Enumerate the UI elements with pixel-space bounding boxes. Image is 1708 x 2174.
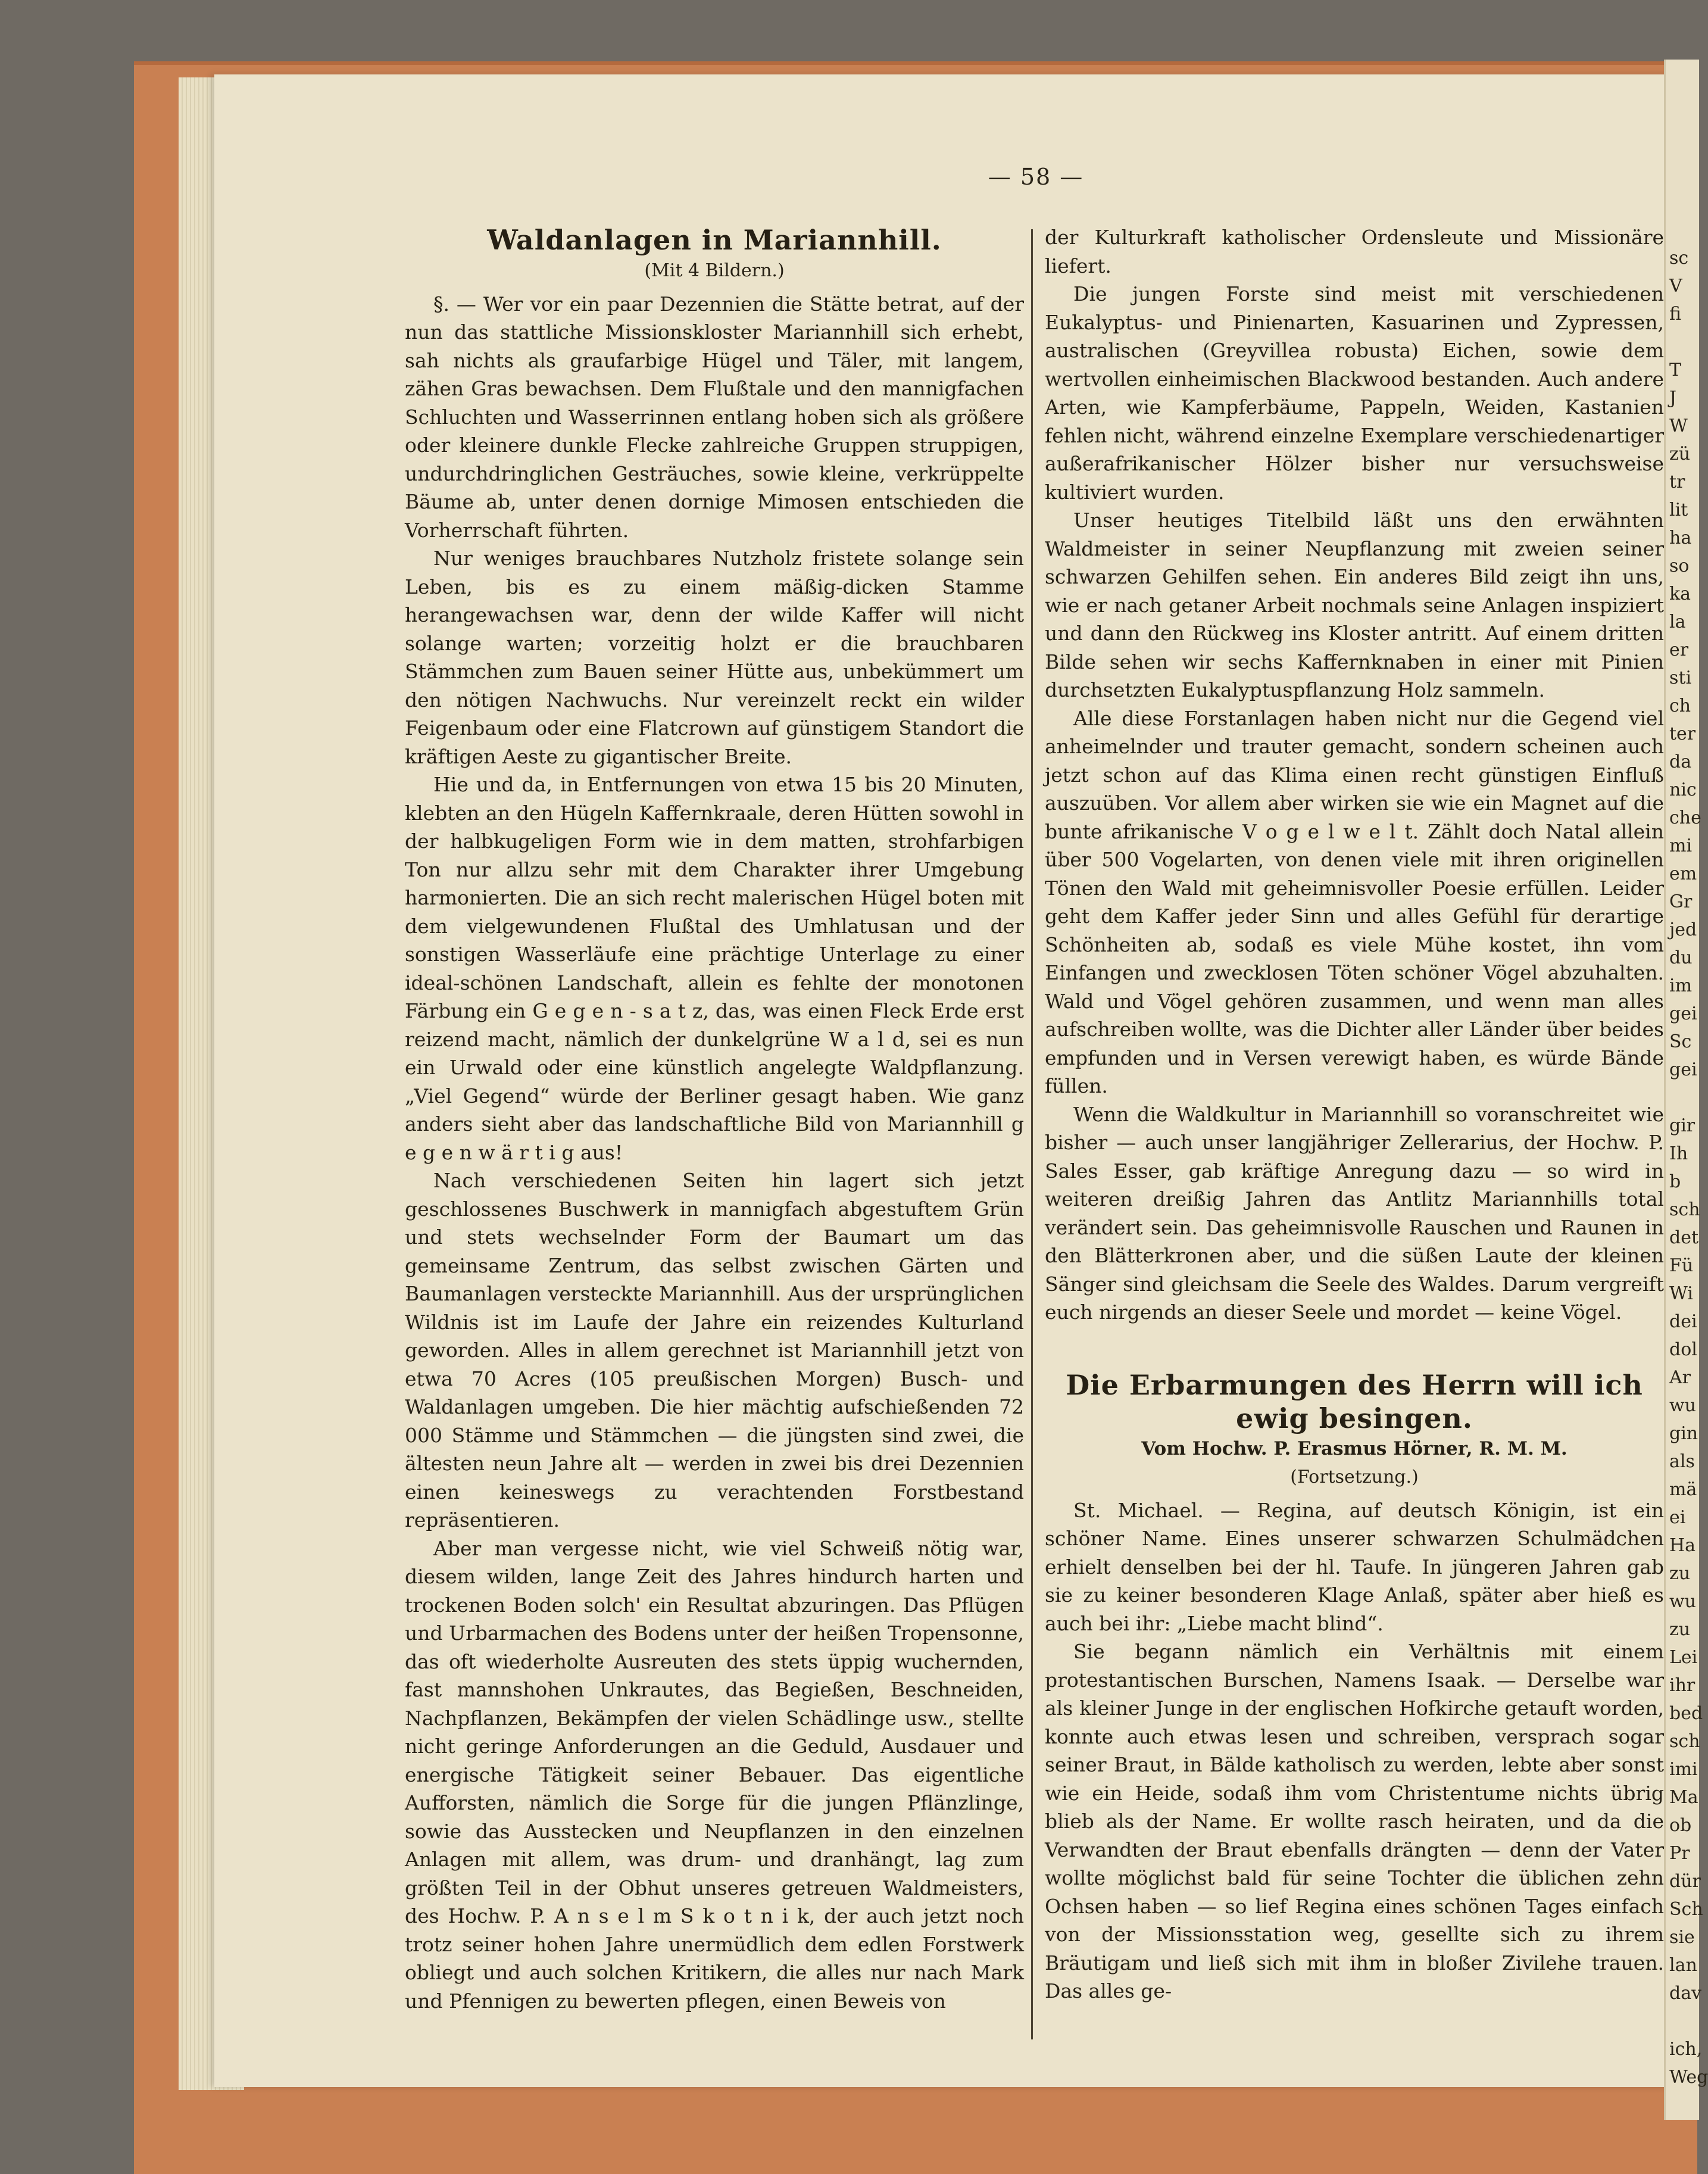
next-page-fragment: che bbox=[1669, 807, 1701, 828]
next-page-fragment: W bbox=[1669, 416, 1688, 436]
next-page-fragment: Ar bbox=[1669, 1367, 1691, 1388]
next-page-fragment: gei bbox=[1669, 1059, 1697, 1080]
next-page-fragment: ch bbox=[1669, 695, 1691, 716]
next-page-fragment: ka bbox=[1669, 584, 1691, 604]
article-title: Waldanlagen in Mariannhill. bbox=[487, 224, 942, 256]
next-page-fragment bbox=[1666, 1084, 1699, 1112]
next-page-fragment: ter bbox=[1669, 723, 1696, 744]
paragraph: St. Michael. — Regina, auf deutsch Königin, ist ein schöner Name. Eines unserer schwarzen Schulmädchen erhielt denselben bei der hl. Taufe. In jüngeren Jahren gab sie zu keiner besonderen Klage Anlaß, später aber hieß es auch bei ihr: „Liebe macht blind“. bbox=[1045, 1498, 1664, 1635]
next-page-fragment: gin bbox=[1669, 1423, 1698, 1444]
next-page-fragment bbox=[1666, 328, 1699, 356]
next-page-fragment: b bbox=[1669, 1171, 1681, 1192]
next-page-fragment: la bbox=[1669, 612, 1686, 632]
next-page-fragment: tr bbox=[1669, 472, 1685, 492]
next-page-fragment: dei bbox=[1669, 1311, 1697, 1332]
next-page-fragment: wu bbox=[1669, 1591, 1696, 1612]
article-title: Die Erbarmungen des Herrn will ich ewig besingen. bbox=[1066, 1368, 1643, 1434]
paragraph: Hie und da, in Entfernungen von etwa 15 bis 20 Minuten, klebten an den Hügeln Kaffernkraale, deren Hütten sowohl in der halbkugeligen Form wie in dem matten, strohfarbigen Ton nur allzu sehr mit dem Charakter ihrer Umgebung harmonierten. Die an sich recht malerischen Hügel boten mit dem vielgewundenen Flußtal des Umhlatusan und der sonstigen Wasserläufe eine prächtige Unterlage zu einer ideal-schönen Landschaft, allein es fehlte der monotonen Färbung ein G e g e n - s a t z, das, was einen Fleck Erde erst reizend macht, nämlich der dunkelgrüne W a l d, sei es nun ein Urwald oder eine künstlich angelegte Waldpflanzung. „Viel Gegend“ würde der Berliner gesagt haben. Wie ganz anders sieht aber das landschaftliche Bild von Mariannhill g e g e n w ä r t i g aus! bbox=[405, 773, 1024, 1164]
next-page-fragment: em bbox=[1669, 863, 1697, 884]
section-gap bbox=[1045, 1327, 1664, 1368]
next-page-fragment: V bbox=[1669, 276, 1682, 297]
next-page-fragment: sch bbox=[1669, 1731, 1700, 1752]
next-page-fragment: Lei bbox=[1669, 1647, 1698, 1668]
column-right bbox=[1045, 223, 1664, 2005]
next-page-fragment: Ma bbox=[1669, 1787, 1698, 1808]
next-page-edge bbox=[1664, 60, 1708, 2120]
next-page-fragment: Weg bbox=[1669, 2067, 1708, 2088]
next-page-fragment: du bbox=[1669, 947, 1693, 968]
continuation-note: (Fortsetzung.) bbox=[1290, 1467, 1419, 1487]
column-left bbox=[405, 223, 1024, 2015]
next-page-fragment: Sch bbox=[1669, 1899, 1703, 1920]
next-page-fragment: da bbox=[1669, 751, 1692, 772]
next-page-fragment: Ih bbox=[1669, 1143, 1688, 1164]
next-page-fragment: Wi bbox=[1669, 1283, 1693, 1304]
next-page-fragment: Ha bbox=[1669, 1535, 1696, 1556]
next-page-fragment: gir bbox=[1669, 1115, 1695, 1136]
next-page-fragment: sch bbox=[1669, 1199, 1700, 1220]
next-page-fragment: sti bbox=[1669, 668, 1692, 688]
paragraph: Nur weniges brauchbares Nutzholz fristete solange sein Leben, bis es zu einem mäßig-dicken Stamme herangewachsen war, denn der wilde Kaffer will nicht solange warten; vorzeitig holzt er die brauchbaren Stämmchen zum Bauen seiner Hütte aus, unbekümmert um den nötigen Nachwuchs. Nur vereinzelt reckt ein wilder Feigenbaum oder eine Flatcrown auf günstigem Standort die kräftigen Aeste zu gigantischer Breite. bbox=[405, 547, 1024, 768]
next-page-fragment: Gr bbox=[1669, 891, 1693, 912]
next-page-fragment: lan bbox=[1669, 1955, 1697, 1976]
next-page-fragment bbox=[1666, 2007, 1699, 2035]
next-page-fragment: fi bbox=[1669, 304, 1682, 325]
next-page-fragment: im bbox=[1669, 975, 1693, 996]
next-page-fragment: sie bbox=[1669, 1927, 1695, 1948]
next-page-fragment: als bbox=[1669, 1451, 1695, 1472]
next-page-fragment: Fü bbox=[1669, 1255, 1694, 1276]
next-page-fragment: ob bbox=[1669, 1815, 1692, 1836]
next-page-fragment: ei bbox=[1669, 1507, 1686, 1528]
paragraph: Aber man vergesse nicht, wie viel Schweiß nötig war, diesem wilden, lange Zeit des Jahres hindurch harten und trockenen Boden solch' ein Resultat abzuringen. Das Pflügen und Urbarmachen des Bodens unter der heißen Tropensonne, das oft wiederholte Ausreuten des stets üppig wuchernden, fast mannshohen Unkrautes, das Begießen, Beschneiden, Nachpflanzen, Bekämpfen der vielen Schädlinge usw., stellte nicht geringe Anforderungen an die Geduld, Ausdauer und energische Tätigkeit seiner Bebauer. Das eigentliche Aufforsten, nämlich die Sorge für die jungen Pflänzlinge, sowie das Ausstecken und Neupflanzen in den einzelnen Anlagen mit allem, was drum- und dranhängt, lag zum größten Teil in der Obhut unseres getreuen Waldmeisters, des Hochw. P. A n s e l m S k o t n i k, der auch jetzt noch trotz seiner hohen Jahre unermüdlich dem edlen Forstwerk obliegt und auch solchen Kritikern, die alles nur nach Mark und Pfennigen zu bewerten pflegen, einen Beweis von bbox=[405, 1536, 1024, 2013]
next-page-fragment: sc bbox=[1669, 248, 1689, 269]
next-page-fragment: ihr bbox=[1669, 1675, 1695, 1696]
next-page-fragment: J bbox=[1669, 388, 1677, 408]
column-divider bbox=[1031, 229, 1033, 2039]
next-page-fragment: so bbox=[1669, 556, 1690, 576]
next-page-fragment: dol bbox=[1669, 1339, 1697, 1360]
next-page-fragment: zü bbox=[1669, 444, 1691, 464]
next-page-fragment: Pr bbox=[1669, 1843, 1690, 1864]
next-page-fragment: jed bbox=[1669, 919, 1697, 940]
paragraph: Nach verschiedenen Seiten hin lagert sich jetzt geschlossenes Buschwerk in mannigfach abgestuftem Grün und stets wechselnder Form der Baumart um das gemeinsame Zentrum, das selbst zwischen Gärten und Baumanlagen versteckte Mariannhill. Aus der ursprünglichen Wildnis ist im Laufe der Jahre ein reizendes Kulturland geworden. Alles in allem gerechnet ist Mariannhill jetzt von etwa 70 Acres (105 preußischen Morgen) Busch- und Waldanlagen umgeben. Die hier mächtig aufschießenden 72 000 Stämme und Stämmchen — die jüngsten sind zwei, die ältesten neun Jahre alt — werden in zwei bis drei Dezennien einen keineswegs zu verachtenden Forstbestand repräsentieren. bbox=[405, 1169, 1024, 1532]
paragraph: der Kulturkraft katholischer Ordensleute und Missionäre liefert. bbox=[1045, 226, 1664, 277]
paragraph: Unser heutiges Titelbild läßt uns den erwähnten Waldmeister in seiner Neupflanzung mit zweien seiner schwarzen Gehilfen sehen. Ein anderes Bild zeigt ihn uns, wie er nach getaner Arbeit nochmals seine Anlagen inspiziert und dann den Rückweg ins Kloster antritt. Auf einem dritten Bilde sehen wir sechs Kaffernknaben in einer mit Pinien durchsetzten Eukalyptuspflanzung Holz sammeln. bbox=[1045, 509, 1664, 701]
next-page-fragment: dav bbox=[1669, 1983, 1702, 2004]
next-page-fragment: ich, bbox=[1669, 2039, 1703, 2060]
paragraph: Alle diese Forstanlagen haben nicht nur die Gegend viel anheimelnder und trauter gemacht, sondern scheinen auch jetzt schon auf das Klima einen recht günstigen Einfluß auszuüben. Vor allem aber wirken sie wie ein Magnet auf die bunte afrikanische V o g e l w e l t. Zählt doch Natal allein über 500 Vogelarten, von denen viele mit ihren originellen Tönen den Wald mit geheimnisvoller Poesie erfüllen. Leider geht dem Kaffer jeder Sinn und alles Gefühl für derartige Schönheiten ab, sodaß es viele Mühe kostet, ihn vom Einfangen und zwecklosen Töten schöner Vögel abzuhalten. Wald und Vögel gehören zusammen, und wenn man alles aufschreiben wollte, was die Dichter aller Länder über beides empfunden und in Versen verewigt haben, es würde Bände füllen. bbox=[1045, 706, 1664, 1097]
page-number: — 58 — bbox=[988, 164, 1084, 190]
next-page-fragment: T bbox=[1669, 360, 1682, 380]
article-byline: Vom Hochw. P. Erasmus Hörner, R. M. M. bbox=[1141, 1437, 1568, 1459]
next-page-fragment: nic bbox=[1669, 779, 1697, 800]
next-page-fragment: det bbox=[1669, 1227, 1699, 1248]
next-page-fragment: bed bbox=[1669, 1703, 1703, 1724]
next-page-fragment: er bbox=[1669, 640, 1689, 660]
next-page-fragment: wu bbox=[1669, 1395, 1696, 1416]
paragraph: Die jungen Forste sind meist mit verschiedenen Eukalyptus- und Pinienarten, Kasuarinen und Zypressen, australischen (Greyvillea robusta) Eichen, sowie dem wertvollen einheimischen Blackwood bestanden. Auch andere Arten, wie Kampferbäume, Pappeln, Weiden, Kastanien fehlen nicht, während einzelne Exemplare verschiedenartiger außerafrikanischer Hölzer bisher nur versuchsweise kultiviert wurden. bbox=[1045, 282, 1664, 504]
next-page-fragment: ha bbox=[1669, 528, 1692, 548]
next-page-fragment: mi bbox=[1669, 835, 1693, 856]
article-subtitle: (Mit 4 Bildern.) bbox=[644, 260, 785, 281]
next-page-fragment: zu bbox=[1669, 1619, 1691, 1640]
next-page-fragment: gei bbox=[1669, 1003, 1697, 1024]
next-page-fragment: imi bbox=[1669, 1759, 1698, 1780]
next-page-fragment: zu bbox=[1669, 1563, 1691, 1584]
next-page-fragment: mä bbox=[1669, 1479, 1697, 1500]
paragraph: Sie begann nämlich ein Verhältnis mit einem protestantischen Burschen, Namens Isaak. — Derselbe war als kleiner Junge in der englischen Hofkirche getauft worden, konnte auch etwas lesen und schreiben, versprach sogar seiner Braut, in Bälde katholisch zu werden, lebte aber sonst wie ein Heide, sodaß ihm vom Christentume nichts übrig blieb als der Name. Er wollte rasch heiraten, und da die Verwandten der Braut ebenfalls drängten — denn der Vater wollte möglichst bald für seine Tochter die üblichen zehn Ochsen haben — so lief Regina eines schönen Tages einfach von der Missionsstation weg, gesellte sich zu ihrem Bräutigam und ließ sich mit ihm in bloßer Zivilehe trauen. Das alles ge- bbox=[1045, 1640, 1664, 2003]
next-page-fragment: dür bbox=[1669, 1871, 1701, 1892]
paragraph: §. — Wer vor ein paar Dezennien die Stätte betrat, auf der nun das stattliche Missionskloster Mariannhill sich erhebt, sah nichts als graufarbige Hügel und Täler, mit langem, zähen Gras bewachsen. Dem Flußtale und den mannigfachen Schluchten und Wasserrinnen entlang hoben sich als größere oder kleinere dunkle Flecke zahlreiche Gruppen struppigen, undurchdringlichen Gesträuches, sowie kleine, verkrüppelte Bäume ab, unter denen dornige Mimosen entschieden die Vorherrschaft führten. bbox=[405, 292, 1024, 542]
paragraph: Wenn die Waldkultur in Mariannhill so voranschreitet wie bisher — auch unser langjähriger Zellerarius, der Hochw. P. Sales Esser, gab kräftige Anregung dazu — so wird in weiteren dreißig Jahren das Antlitz Mariannhills total verändert sein. Das geheimnisvolle Rauschen und Raunen in den Blätterkronen aber, und die süßen Laute der kleinen Sänger sind gleichsam die Seele des Waldes. Darum vergreift euch nirgends an dieser Seele und mordet — keine Vögel. bbox=[1045, 1102, 1664, 1324]
next-page-fragment: lit bbox=[1669, 500, 1688, 520]
next-page-fragment: Sc bbox=[1669, 1031, 1692, 1052]
